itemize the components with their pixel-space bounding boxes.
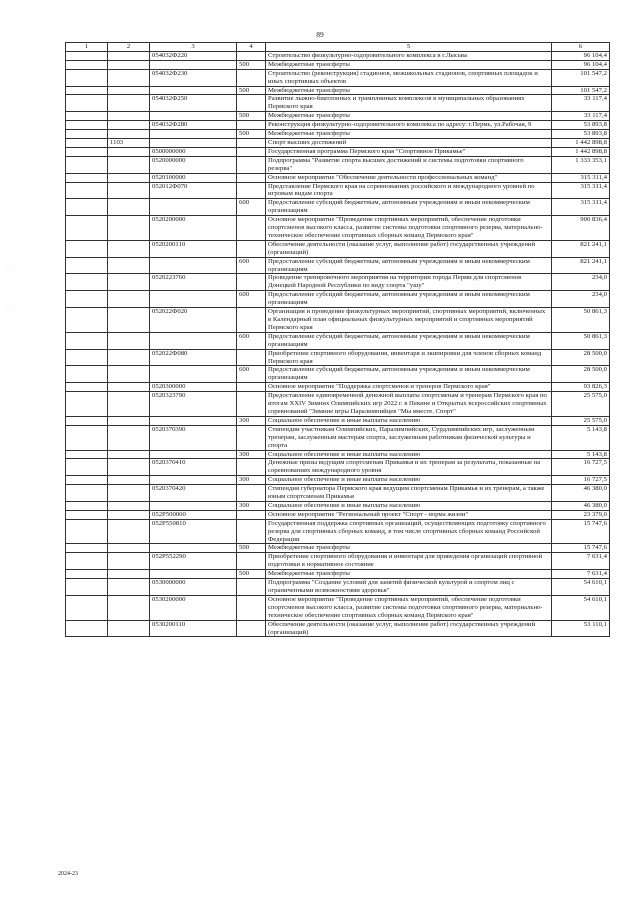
- subsection-cell: [108, 182, 150, 199]
- amount-cell: 53 893,8: [552, 130, 610, 139]
- subsection-cell: [108, 86, 150, 95]
- subsection-cell: [108, 147, 150, 156]
- subsection-cell: [108, 173, 150, 182]
- expense-type-cell: [237, 308, 266, 333]
- table-row: [66, 147, 610, 156]
- subsection-cell: [108, 544, 150, 553]
- target-article-cell: 052012Ф070: [150, 182, 237, 199]
- amount-cell: 1 442 898,8: [552, 147, 610, 156]
- table-row: [66, 308, 610, 333]
- amount-cell: 7 631,4: [552, 570, 610, 579]
- description-cell: Основное мероприятие "Обеспечение деятельности профессиональных команд": [266, 173, 552, 182]
- subsection-cell: [108, 216, 150, 241]
- table-header-row: [66, 43, 610, 52]
- description-cell: Подпрограмма "Создание условий для занятий физической культурой и спортом лиц с ограниченными возможностями здоровья": [266, 579, 552, 596]
- section-cell: [66, 173, 108, 182]
- target-article-cell: 0520223760: [150, 274, 237, 291]
- amount-cell: 53 110,1: [552, 620, 610, 637]
- description-cell: Предоставление субсидий бюджетным, автономным учреждениям и иным некоммерческим организациям: [266, 291, 552, 308]
- expense-type-cell: [237, 147, 266, 156]
- subsection-cell: [108, 570, 150, 579]
- table-row: [66, 392, 610, 417]
- table-row: [66, 291, 610, 308]
- expense-type-cell: 300: [237, 450, 266, 459]
- table-row: [66, 510, 610, 519]
- section-cell: [66, 519, 108, 544]
- amount-cell: 16 727,5: [552, 476, 610, 485]
- expense-type-cell: 500: [237, 60, 266, 69]
- expense-type-cell: [237, 349, 266, 366]
- amount-cell: 821 241,1: [552, 257, 610, 274]
- amount-cell: 234,0: [552, 291, 610, 308]
- description-cell: Представление Пермского края на соревнованиях российского и международного уровней по игровым видам спорта: [266, 182, 552, 199]
- subsection-cell: [108, 274, 150, 291]
- subsection-cell: [108, 51, 150, 60]
- target-article-cell: 0530200000: [150, 595, 237, 620]
- subsection-cell: [108, 199, 150, 216]
- margin-mark: · · ·: [6, 305, 12, 310]
- target-article-cell: [150, 291, 237, 308]
- header-cell: 6: [552, 43, 610, 52]
- expense-type-cell: [237, 138, 266, 147]
- expense-type-cell: [237, 69, 266, 86]
- expense-type-cell: [237, 425, 266, 450]
- target-article-cell: 0520200000: [150, 216, 237, 241]
- expense-type-cell: 600: [237, 257, 266, 274]
- target-article-cell: 052P550810: [150, 519, 237, 544]
- description-cell: Предоставление субсидий бюджетным, автономным учреждениям и иным некоммерческим организациям: [266, 257, 552, 274]
- section-cell: [66, 156, 108, 173]
- target-article-cell: 052P500000: [150, 510, 237, 519]
- expense-type-cell: [237, 485, 266, 502]
- table-row: [66, 366, 610, 383]
- amount-cell: 821 241,1: [552, 240, 610, 257]
- table-row: [66, 349, 610, 366]
- subsection-cell: [108, 240, 150, 257]
- subsection-cell: [108, 485, 150, 502]
- amount-cell: 96 104,4: [552, 51, 610, 60]
- expense-type-cell: [237, 519, 266, 544]
- section-cell: [66, 425, 108, 450]
- table-row: [66, 570, 610, 579]
- table-row: [66, 95, 610, 112]
- target-article-cell: 052022Ф080: [150, 349, 237, 366]
- subsection-cell: [108, 130, 150, 139]
- amount-cell: 15 747,6: [552, 544, 610, 553]
- table-row: [66, 86, 610, 95]
- description-cell: Обеспечение деятельности (оказание услуг, выполнение работ) государственных учреждений (организаций): [266, 620, 552, 637]
- description-cell: Приобретение спортивного оборудования, инвентаря и экипировки для членов сборных команд Пермского края: [266, 349, 552, 366]
- expense-type-cell: 600: [237, 332, 266, 349]
- subsection-cell: [108, 308, 150, 333]
- section-cell: [66, 147, 108, 156]
- section-cell: [66, 130, 108, 139]
- table-row: [66, 476, 610, 485]
- expense-type-cell: [237, 392, 266, 417]
- description-cell: Межбюджетные трансферты: [266, 570, 552, 579]
- description-cell: Социальное обеспечение и иные выплаты населению: [266, 416, 552, 425]
- section-cell: [66, 579, 108, 596]
- expense-type-cell: [237, 240, 266, 257]
- section-cell: [66, 60, 108, 69]
- section-cell: [66, 240, 108, 257]
- subsection-cell: [108, 416, 150, 425]
- expense-type-cell: [237, 182, 266, 199]
- subsection-cell: [108, 450, 150, 459]
- subsection-cell: [108, 366, 150, 383]
- description-cell: Спорт высших достижений: [266, 138, 552, 147]
- amount-cell: 46 380,0: [552, 485, 610, 502]
- section-cell: [66, 570, 108, 579]
- section-cell: [66, 274, 108, 291]
- table-row: [66, 383, 610, 392]
- target-article-cell: [150, 257, 237, 274]
- amount-cell: 28 500,0: [552, 349, 610, 366]
- section-cell: [66, 416, 108, 425]
- table-row: [66, 51, 610, 60]
- target-article-cell: 0520000000: [150, 156, 237, 173]
- section-cell: [66, 182, 108, 199]
- document-code: 2024-23: [58, 871, 78, 877]
- target-article-cell: [150, 138, 237, 147]
- description-cell: Основное мероприятие "Поддержка спортсменов и тренеров Пермского края": [266, 383, 552, 392]
- amount-cell: 101 547,2: [552, 69, 610, 86]
- section-cell: [66, 332, 108, 349]
- amount-cell: 50 861,3: [552, 308, 610, 333]
- table-row: [66, 182, 610, 199]
- description-cell: Социальное обеспечение и иные выплаты населению: [266, 501, 552, 510]
- subsection-cell: [108, 620, 150, 637]
- description-cell: Основное мероприятие "Проведение спортивных мероприятий, обеспечение подготовки спортсменов высокого класса, развитие системы подготовки спортивного резерва, материально-техническое обеспечение спортивных сборных команд Пермского края": [266, 595, 552, 620]
- section-cell: [66, 501, 108, 510]
- table-row: [66, 257, 610, 274]
- amount-cell: 54 610,1: [552, 595, 610, 620]
- target-article-cell: 054032Ф250: [150, 95, 237, 112]
- description-cell: Приобретение спортивного оборудования и инвентаря для приведения организаций спортивной подготовки в нормативное состояние: [266, 553, 552, 570]
- description-cell: Межбюджетные трансферты: [266, 86, 552, 95]
- amount-cell: 96 104,4: [552, 60, 610, 69]
- subsection-cell: [108, 519, 150, 544]
- amount-cell: 5 143,8: [552, 425, 610, 450]
- expense-type-cell: [237, 216, 266, 241]
- amount-cell: 315 311,4: [552, 182, 610, 199]
- table-row: [66, 544, 610, 553]
- target-article-cell: [150, 112, 237, 121]
- subsection-cell: [108, 349, 150, 366]
- expense-type-cell: [237, 510, 266, 519]
- expense-type-cell: [237, 620, 266, 637]
- amount-cell: 16 727,5: [552, 459, 610, 476]
- description-cell: Межбюджетные трансферты: [266, 544, 552, 553]
- section-cell: [66, 383, 108, 392]
- section-cell: [66, 392, 108, 417]
- section-cell: [66, 366, 108, 383]
- amount-cell: 50 861,3: [552, 332, 610, 349]
- table-row: [66, 216, 610, 241]
- section-cell: [66, 51, 108, 60]
- subsection-cell: [108, 95, 150, 112]
- amount-cell: 1 333 353,1: [552, 156, 610, 173]
- expense-type-cell: 500: [237, 544, 266, 553]
- table-row: [66, 416, 610, 425]
- header-cell: 2: [108, 43, 150, 52]
- table-row: [66, 156, 610, 173]
- subsection-cell: [108, 69, 150, 86]
- section-cell: [66, 69, 108, 86]
- section-cell: [66, 121, 108, 130]
- expense-type-cell: [237, 95, 266, 112]
- table-row: [66, 199, 610, 216]
- description-cell: Стипендии участникам Олимпийских, Паралимпийских, Сурдлимпийских игр, заслуженным тренерам, заслуженным мастерам спорта, заслуженным работникам физической культуры и спорта: [266, 425, 552, 450]
- expense-type-cell: 300: [237, 476, 266, 485]
- table-row: [66, 450, 610, 459]
- amount-cell: 25 575,0: [552, 416, 610, 425]
- expense-type-cell: [237, 553, 266, 570]
- amount-cell: 28 500,0: [552, 366, 610, 383]
- expense-type-cell: [237, 121, 266, 130]
- target-article-cell: [150, 60, 237, 69]
- target-article-cell: 054032Ф230: [150, 69, 237, 86]
- description-cell: Социальное обеспечение и иные выплаты населению: [266, 450, 552, 459]
- target-article-cell: [150, 570, 237, 579]
- target-article-cell: 0530200110: [150, 620, 237, 637]
- table-row: [66, 60, 610, 69]
- amount-cell: 101 547,2: [552, 86, 610, 95]
- section-cell: [66, 86, 108, 95]
- expense-type-cell: [237, 156, 266, 173]
- page-number: 89: [316, 30, 324, 39]
- section-cell: [66, 138, 108, 147]
- target-article-cell: [150, 501, 237, 510]
- table-row: [66, 501, 610, 510]
- budget-table: [65, 42, 610, 637]
- expense-type-cell: 300: [237, 416, 266, 425]
- subsection-cell: [108, 459, 150, 476]
- amount-cell: 315 311,4: [552, 173, 610, 182]
- target-article-cell: [150, 199, 237, 216]
- section-cell: [66, 291, 108, 308]
- expense-type-cell: [237, 173, 266, 182]
- header-cell: 1: [66, 43, 108, 52]
- amount-cell: 33 117,4: [552, 112, 610, 121]
- expense-type-cell: [237, 383, 266, 392]
- target-article-cell: 054032Ф220: [150, 51, 237, 60]
- target-article-cell: 054032Ф280: [150, 121, 237, 130]
- margin-mark: · · ·: [6, 265, 12, 270]
- amount-cell: 33 117,4: [552, 95, 610, 112]
- section-cell: [66, 544, 108, 553]
- section-cell: [66, 510, 108, 519]
- subsection-cell: [108, 392, 150, 417]
- target-article-cell: 052022Ф020: [150, 308, 237, 333]
- table-body: [66, 51, 610, 637]
- amount-cell: 5 143,8: [552, 450, 610, 459]
- subsection-cell: [108, 595, 150, 620]
- amount-cell: 15 747,6: [552, 519, 610, 544]
- target-article-cell: [150, 332, 237, 349]
- description-cell: Социальное обеспечение и иные выплаты населению: [266, 476, 552, 485]
- target-article-cell: 0520323790: [150, 392, 237, 417]
- expense-type-cell: 500: [237, 570, 266, 579]
- table-row: [66, 240, 610, 257]
- amount-cell: 315 311,4: [552, 199, 610, 216]
- header-cell: 4: [237, 43, 266, 52]
- target-article-cell: 0520370420: [150, 485, 237, 502]
- table-row: [66, 595, 610, 620]
- expense-type-cell: 300: [237, 501, 266, 510]
- amount-cell: 23 379,0: [552, 510, 610, 519]
- subsection-cell: [108, 112, 150, 121]
- subsection-cell: [108, 332, 150, 349]
- table-row: [66, 620, 610, 637]
- target-article-cell: 0500000000: [150, 147, 237, 156]
- header-cell: 3: [150, 43, 237, 52]
- expense-type-cell: 500: [237, 130, 266, 139]
- target-article-cell: [150, 450, 237, 459]
- target-article-cell: [150, 86, 237, 95]
- description-cell: Государственная программа Пермского края "Спортивное Прикамье": [266, 147, 552, 156]
- table-row: [66, 332, 610, 349]
- description-cell: Межбюджетные трансферты: [266, 112, 552, 121]
- description-cell: Проведение тренировочного мероприятия на территории города Перми для спортсменов Донецкой Народной Республики по виду спорта "ушу": [266, 274, 552, 291]
- subsection-cell: [108, 383, 150, 392]
- target-article-cell: [150, 130, 237, 139]
- header-cell: 5: [266, 43, 552, 52]
- subsection-cell: [108, 476, 150, 485]
- expense-type-cell: 600: [237, 199, 266, 216]
- amount-cell: 46 380,0: [552, 501, 610, 510]
- description-cell: Государственная поддержка спортивных организаций, осуществляющих подготовку спортивного резерва для спортивных сборных команд, в том числе спортивных сборных команд Российской Федерации: [266, 519, 552, 544]
- table-row: [66, 579, 610, 596]
- table-row: [66, 553, 610, 570]
- section-cell: [66, 620, 108, 637]
- table-row: [66, 130, 610, 139]
- section-cell: [66, 349, 108, 366]
- target-article-cell: 052P552290: [150, 553, 237, 570]
- section-cell: [66, 257, 108, 274]
- description-cell: Предоставление субсидий бюджетным, автономным учреждениям и иным некоммерческим организациям: [266, 199, 552, 216]
- target-article-cell: [150, 416, 237, 425]
- section-cell: [66, 216, 108, 241]
- section-cell: [66, 450, 108, 459]
- table-row: [66, 519, 610, 544]
- subsection-cell: [108, 579, 150, 596]
- table-row: [66, 112, 610, 121]
- description-cell: Межбюджетные трансферты: [266, 60, 552, 69]
- amount-cell: 7 631,4: [552, 553, 610, 570]
- section-cell: [66, 553, 108, 570]
- description-cell: Предоставление единовременной денежной выплаты спортсменам и тренерам Пермского края по итогам XXIV Зимних Олимпийских игр 2022 г. в Пекине и Открытых всероссийских спортивных соревнований "Зимние игры Паралимпийцев "Мы вместе. Спорт": [266, 392, 552, 417]
- amount-cell: 25 575,0: [552, 392, 610, 417]
- section-cell: [66, 485, 108, 502]
- margin-mark: · · ·: [6, 560, 12, 565]
- subsection-cell: 1103: [108, 138, 150, 147]
- subsection-cell: [108, 257, 150, 274]
- target-article-cell: 0520100000: [150, 173, 237, 182]
- amount-cell: 234,0: [552, 274, 610, 291]
- description-cell: Строительство физкультурно-оздоровительного комплекса в г.Лысьва: [266, 51, 552, 60]
- subsection-cell: [108, 425, 150, 450]
- expense-type-cell: [237, 579, 266, 596]
- description-cell: Строительство (реконструкция) стадионов, межшкольных стадионов, спортивных площадок и иных спортивных объектов: [266, 69, 552, 86]
- target-article-cell: 0520370390: [150, 425, 237, 450]
- table-row: [66, 138, 610, 147]
- expense-type-cell: [237, 459, 266, 476]
- section-cell: [66, 459, 108, 476]
- section-cell: [66, 308, 108, 333]
- subsection-cell: [108, 156, 150, 173]
- description-cell: Стипендия губернатора Пермского края ведущим спортсменам Прикамья и их тренерам, а также юным спортсменам Прикамья: [266, 485, 552, 502]
- section-cell: [66, 476, 108, 485]
- target-article-cell: [150, 366, 237, 383]
- section-cell: [66, 95, 108, 112]
- table-row: [66, 425, 610, 450]
- table-row: [66, 485, 610, 502]
- description-cell: Организация и проведение физкультурных мероприятий, спортивных мероприятий, включенных в Календарный план официальных физкультурных мероприятий и спортивных мероприятий Пермского края: [266, 308, 552, 333]
- description-cell: Реконструкция физкультурно-оздоровительного комплекса по адресу: г.Пермь, ул.Рабочая, 9: [266, 121, 552, 130]
- expense-type-cell: [237, 274, 266, 291]
- subsection-cell: [108, 121, 150, 130]
- description-cell: Подпрограмма "Развитие спорта высших достижений и системы подготовки спортивного резерва": [266, 156, 552, 173]
- expense-type-cell: 500: [237, 112, 266, 121]
- target-article-cell: 0520200110: [150, 240, 237, 257]
- subsection-cell: [108, 291, 150, 308]
- subsection-cell: [108, 553, 150, 570]
- table-row: [66, 69, 610, 86]
- expense-type-cell: [237, 51, 266, 60]
- subsection-cell: [108, 60, 150, 69]
- subsection-cell: [108, 510, 150, 519]
- expense-type-cell: 600: [237, 291, 266, 308]
- target-article-cell: 0530000000: [150, 579, 237, 596]
- description-cell: Предоставление субсидий бюджетным, автономным учреждениям и иным некоммерческим организациям: [266, 366, 552, 383]
- description-cell: Основное мероприятие "Региональный проект "Спорт - норма жизни": [266, 510, 552, 519]
- description-cell: Межбюджетные трансферты: [266, 130, 552, 139]
- description-cell: Развитие лыжно-биатлонных и трамплинных комплексов в муниципальных образованиях Пермского края: [266, 95, 552, 112]
- description-cell: Предоставление субсидий бюджетным, автономным учреждениям и иным некоммерческим организациям: [266, 332, 552, 349]
- margin-mark: · · ·: [6, 520, 12, 525]
- amount-cell: 900 836,4: [552, 216, 610, 241]
- table-row: [66, 459, 610, 476]
- expense-type-cell: [237, 595, 266, 620]
- subsection-cell: [108, 501, 150, 510]
- section-cell: [66, 199, 108, 216]
- amount-cell: 54 610,1: [552, 579, 610, 596]
- target-article-cell: [150, 476, 237, 485]
- description-cell: Денежные призы ведущим спортсменам Прикамья и их тренерам за результаты, показанные на соревнованиях международного уровня: [266, 459, 552, 476]
- section-cell: [66, 595, 108, 620]
- table-row: [66, 121, 610, 130]
- amount-cell: 1 442 898,8: [552, 138, 610, 147]
- table-row: [66, 274, 610, 291]
- target-article-cell: [150, 544, 237, 553]
- expense-type-cell: 500: [237, 86, 266, 95]
- amount-cell: 53 893,8: [552, 121, 610, 130]
- expense-type-cell: 600: [237, 366, 266, 383]
- description-cell: Основное мероприятие "Проведение спортивных мероприятий, обеспечение подготовки спортсменов высокого класса, развитие системы подготовки спортивного резерва, материально-техническое обеспечение спортивных сборных команд Пермского края": [266, 216, 552, 241]
- target-article-cell: 0520370410: [150, 459, 237, 476]
- table-row: [66, 173, 610, 182]
- section-cell: [66, 112, 108, 121]
- description-cell: Обеспечение деятельности (оказание услуг, выполнение работ) государственных учреждений (организаций): [266, 240, 552, 257]
- target-article-cell: 0520300000: [150, 383, 237, 392]
- amount-cell: 93 826,3: [552, 383, 610, 392]
